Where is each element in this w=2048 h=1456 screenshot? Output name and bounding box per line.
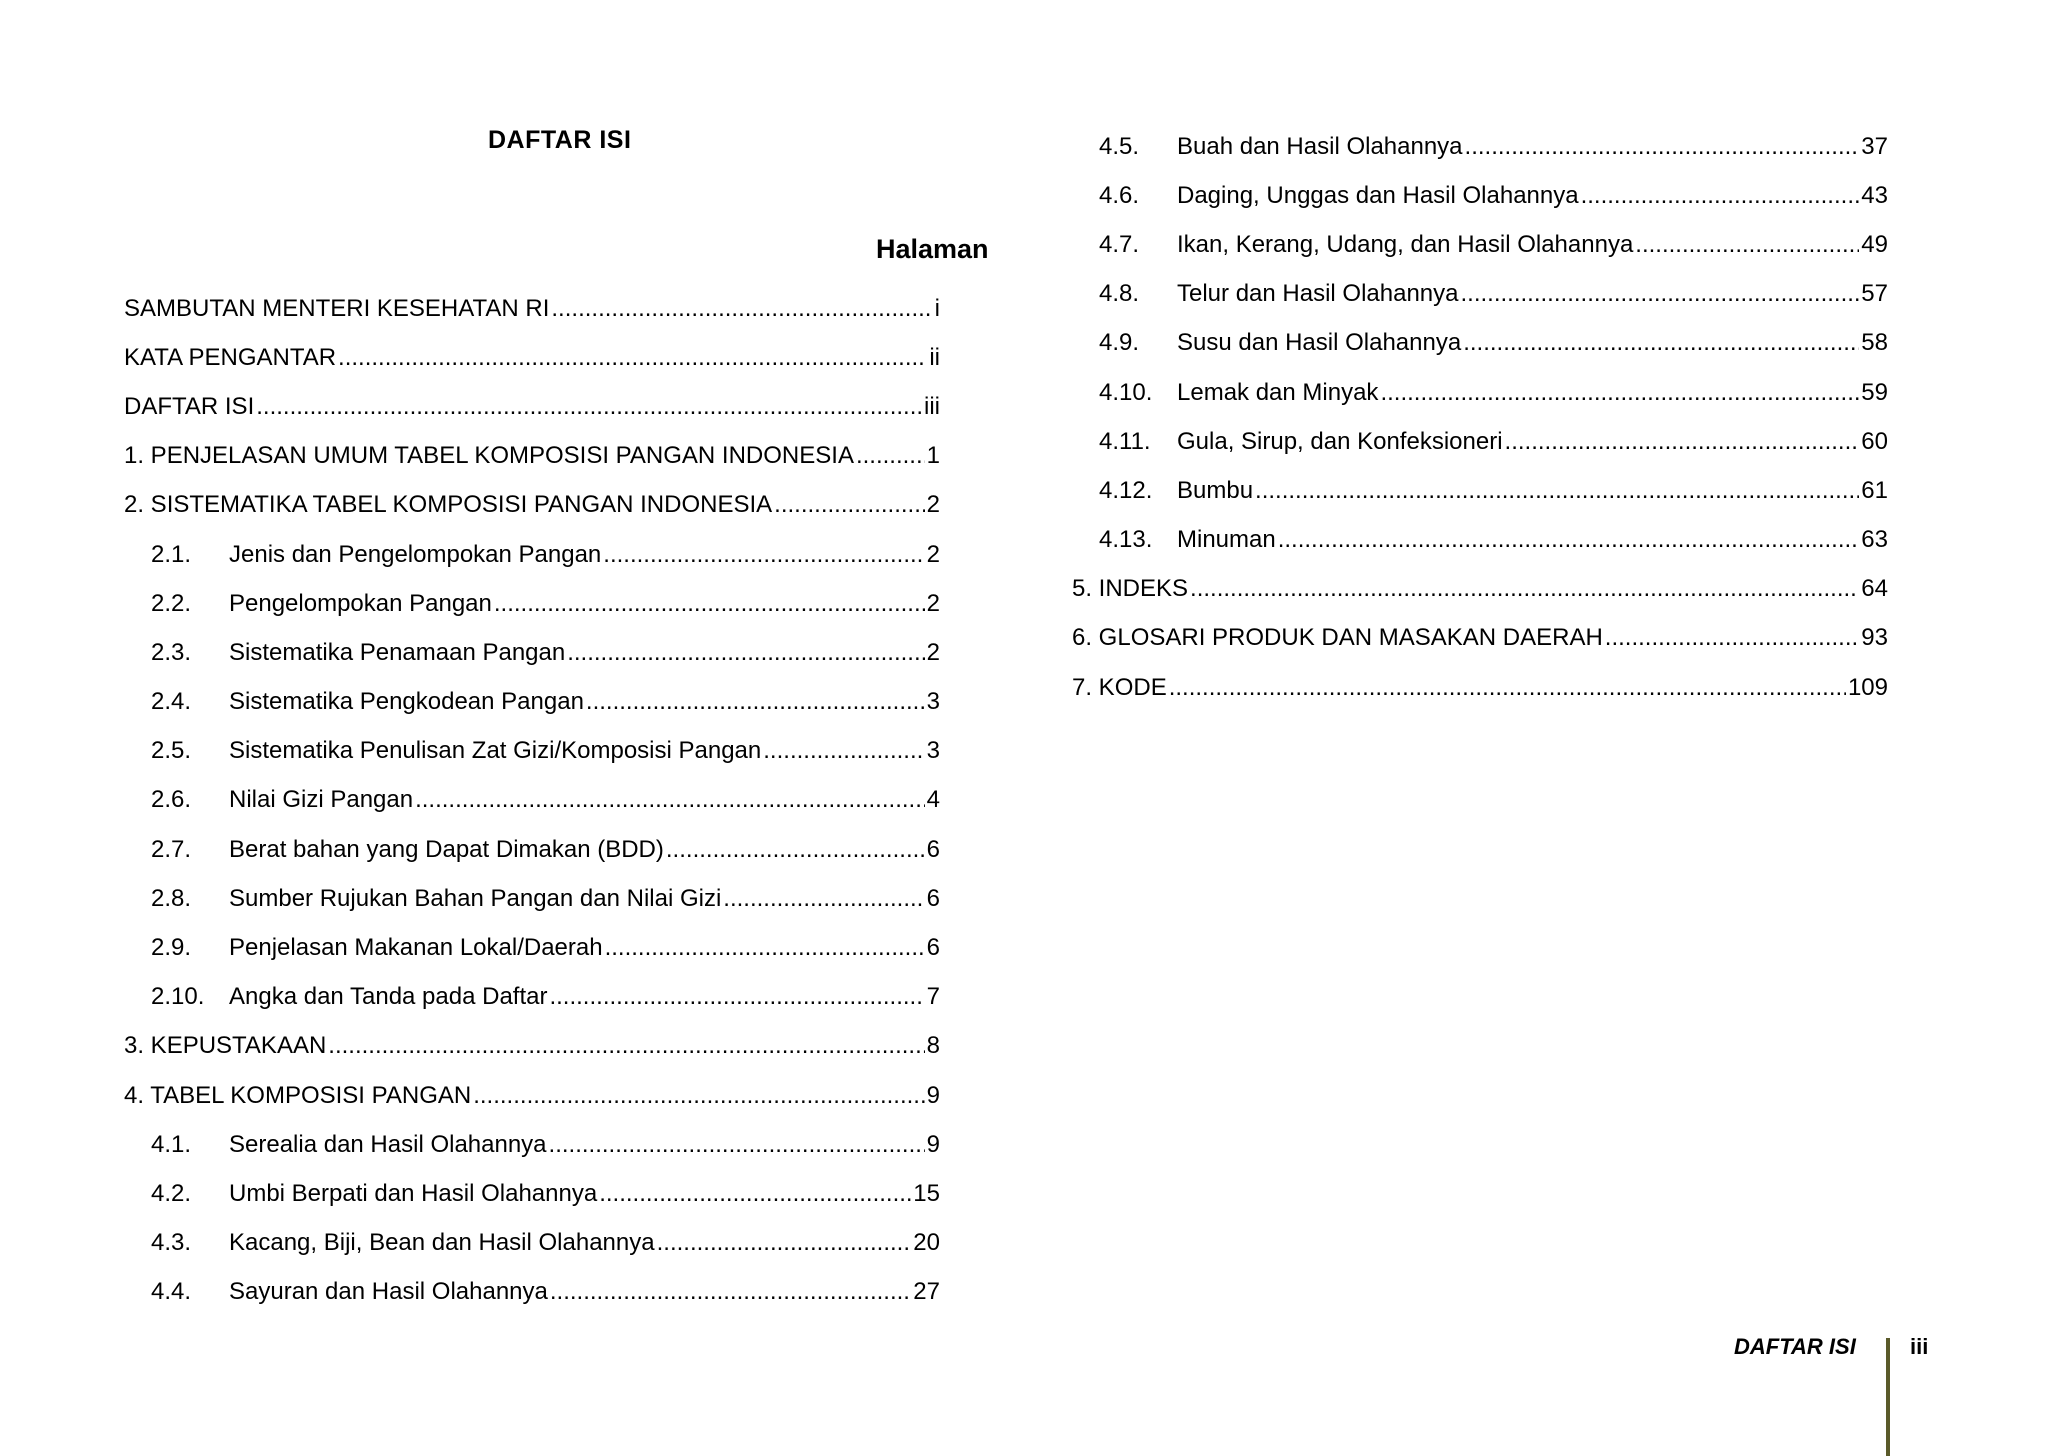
toc-entry-label: Jenis dan Pengelompokan Pangan <box>229 540 602 568</box>
toc-dot-leader <box>599 1180 911 1208</box>
toc-entry[interactable] <box>124 481 940 530</box>
toc-dot-leader <box>1465 133 1860 161</box>
page-column-label: Halaman <box>876 234 989 264</box>
toc-entry[interactable] <box>1072 417 1888 466</box>
toc-dot-leader <box>1581 182 1860 210</box>
toc-entry-page: 49 <box>1861 230 1888 258</box>
toc-entry-label: Sumber Rujukan Bahan Pangan dan Nilai Gizi <box>229 884 722 912</box>
toc-entry-page: 9 <box>926 1130 940 1158</box>
toc-entry-label: DAFTAR ISI <box>124 392 255 420</box>
toc-entry-number: 4.11. <box>1099 427 1151 455</box>
toc-dot-leader <box>1190 575 1859 603</box>
toc-entry-number: 4.6. <box>1099 181 1140 209</box>
toc-entry[interactable] <box>124 1022 940 1071</box>
toc-entry[interactable] <box>124 432 940 481</box>
page-title: DAFTAR ISI <box>488 126 632 154</box>
toc-entry-page: 2 <box>926 540 940 568</box>
toc-entry-page: i <box>934 294 940 322</box>
toc-dot-leader <box>1380 379 1859 407</box>
toc-entry[interactable] <box>124 1219 940 1268</box>
toc-entry-page: 6 <box>926 934 940 962</box>
toc-entry-page: 60 <box>1861 427 1888 455</box>
toc-entry-number: 2.1. <box>151 540 192 568</box>
toc-entry-label: Daging, Unggas dan Hasil Olahannya <box>1177 181 1579 209</box>
toc-dot-leader <box>550 1278 911 1306</box>
toc-entry-label: 4. TABEL KOMPOSISI PANGAN <box>124 1081 472 1109</box>
toc-entry-page: ii <box>929 343 940 371</box>
toc-right-column <box>1072 122 1888 712</box>
toc-entry[interactable] <box>1072 270 1888 319</box>
toc-entry[interactable] <box>124 727 940 776</box>
toc-entry-number: 2.9. <box>151 934 192 962</box>
toc-entry[interactable] <box>124 973 940 1022</box>
toc-entry-label: Sistematika Pengkodean Pangan <box>229 688 584 716</box>
toc-entry-page: 109 <box>1847 673 1888 701</box>
toc-dot-leader <box>1505 428 1860 456</box>
toc-dot-leader <box>473 1082 924 1110</box>
toc-entry[interactable] <box>124 776 940 825</box>
toc-entry[interactable] <box>124 333 940 382</box>
toc-dot-leader <box>723 885 924 913</box>
toc-entry-label: Nilai Gizi Pangan <box>229 786 414 814</box>
toc-dot-leader <box>1635 231 1859 259</box>
toc-entry-label: Berat bahan yang Dapat Dimakan (BDD) <box>229 835 664 863</box>
toc-entry-number: 4.9. <box>1099 329 1140 357</box>
toc-dot-leader <box>551 295 932 323</box>
toc-entry-number: 4.4. <box>151 1278 192 1306</box>
toc-dot-leader <box>1255 477 1859 505</box>
toc-entry-number: 2.8. <box>151 884 192 912</box>
toc-dot-leader <box>586 688 925 716</box>
toc-entry[interactable] <box>124 382 940 431</box>
toc-entry-label: Gula, Sirup, dan Konfeksioneri <box>1177 427 1503 455</box>
toc-entry-label: Sistematika Penamaan Pangan <box>229 638 566 666</box>
toc-entry-page: 93 <box>1861 624 1888 652</box>
toc-entry-page: 43 <box>1861 181 1888 209</box>
toc-dot-leader <box>549 1131 925 1159</box>
toc-entry-label: Lemak dan Minyak <box>1177 378 1379 406</box>
toc-entry-page: 2 <box>926 589 940 617</box>
toc-entry-label: Angka dan Tanda pada Daftar <box>229 983 548 1011</box>
toc-entry-page: 9 <box>926 1081 940 1109</box>
toc-entry[interactable] <box>124 530 940 579</box>
toc-entry-number: 4.10. <box>1099 378 1153 406</box>
toc-dot-leader <box>1605 624 1860 652</box>
toc-dot-leader <box>415 786 925 814</box>
toc-entry-number: 2.5. <box>151 737 192 765</box>
toc-dot-leader <box>494 590 925 618</box>
toc-dot-leader <box>1169 674 1846 702</box>
toc-entry[interactable] <box>124 628 940 677</box>
toc-entry-number: 4.12. <box>1099 476 1153 504</box>
toc-entry[interactable] <box>1072 466 1888 515</box>
toc-entry-label: Pengelompokan Pangan <box>229 589 492 617</box>
toc-entry-page: 4 <box>926 786 940 814</box>
toc-entry[interactable] <box>124 678 940 727</box>
toc-entry-page: 20 <box>913 1229 940 1257</box>
toc-entry-label: Ikan, Kerang, Udang, dan Hasil Olahannya <box>1177 230 1634 258</box>
toc-dot-leader <box>666 836 925 864</box>
toc-entry-page: 7 <box>926 983 940 1011</box>
toc-entry-page: 15 <box>913 1179 940 1207</box>
toc-dot-leader <box>567 639 924 667</box>
toc-entry-label: 5. INDEKS <box>1072 575 1189 603</box>
toc-entry-number: 4.1. <box>151 1130 192 1158</box>
toc-left-column <box>124 284 940 1317</box>
toc-entry-number: 2.4. <box>151 688 192 716</box>
toc-entry-label: SAMBUTAN MENTERI KESEHATAN RI <box>124 294 550 322</box>
toc-entry-label: Telur dan Hasil Olahannya <box>1177 280 1459 308</box>
toc-entry-label: Serealia dan Hasil Olahannya <box>229 1130 547 1158</box>
toc-entry-number: 4.7. <box>1099 230 1140 258</box>
toc-entry-page: 6 <box>926 884 940 912</box>
footer-divider <box>1886 1338 1890 1456</box>
toc-entry[interactable] <box>1072 319 1888 368</box>
toc-entry-label: Sayuran dan Hasil Olahannya <box>229 1278 548 1306</box>
toc-entry[interactable] <box>1072 663 1888 712</box>
toc-entry[interactable] <box>124 1071 940 1120</box>
toc-entry-page: 2 <box>926 638 940 666</box>
toc-entry-page: 59 <box>1861 378 1888 406</box>
toc-entry-label: 3. KEPUSTAKAAN <box>124 1032 327 1060</box>
toc-entry[interactable] <box>1072 122 1888 171</box>
toc-entry-number: 2.3. <box>151 638 192 666</box>
toc-entry-page: 61 <box>1861 476 1888 504</box>
toc-dot-leader <box>256 393 922 421</box>
footer-page-number: iii <box>1910 1334 1929 1359</box>
toc-entry-label: 1. PENJELASAN UMUM TABEL KOMPOSISI PANGAN INDONESIA <box>124 442 854 470</box>
toc-entry-label: Sistematika Penulisan Zat Gizi/Komposisi Pangan <box>229 737 762 765</box>
toc-entry-label: Minuman <box>1177 526 1276 554</box>
toc-entry-label: 7. KODE <box>1072 673 1167 701</box>
toc-entry-number: 2.7. <box>151 835 192 863</box>
toc-entry-number: 4.13. <box>1099 526 1153 554</box>
toc-entry-label: Umbi Berpati dan Hasil Olahannya <box>229 1179 598 1207</box>
toc-entry[interactable] <box>124 579 940 628</box>
toc-dot-leader <box>1461 280 1860 308</box>
toc-dot-leader <box>338 344 927 372</box>
toc-entry-page: 58 <box>1861 329 1888 357</box>
toc-entry-label: 6. GLOSARI PRODUK DAN MASAKAN DAERAH <box>1072 624 1603 652</box>
toc-entry-page: 57 <box>1861 280 1888 308</box>
toc-entry[interactable] <box>1072 368 1888 417</box>
toc-entry-number: 4.2. <box>151 1179 192 1207</box>
toc-entry-number: 4.3. <box>151 1229 192 1257</box>
toc-dot-leader <box>549 983 924 1011</box>
toc-entry-label: 2. SISTEMATIKA TABEL KOMPOSISI PANGAN INDONESIA <box>124 491 773 519</box>
toc-entry-label: KATA PENGANTAR <box>124 343 337 371</box>
toc-dot-leader <box>856 442 925 470</box>
toc-entry-page: iii <box>924 392 940 420</box>
toc-entry[interactable] <box>124 1169 940 1218</box>
toc-entry[interactable] <box>124 923 940 972</box>
toc-entry-number: 2.6. <box>151 786 192 814</box>
toc-entry-page: 64 <box>1861 575 1888 603</box>
toc-entry[interactable] <box>124 874 940 923</box>
toc-dot-leader <box>328 1032 924 1060</box>
toc-entry[interactable] <box>1072 220 1888 269</box>
toc-dot-leader <box>763 737 924 765</box>
toc-entry[interactable] <box>1072 565 1888 614</box>
toc-entry-page: 3 <box>926 737 940 765</box>
toc-entry-number: 4.5. <box>1099 132 1140 160</box>
toc-dot-leader <box>605 934 925 962</box>
toc-entry-page: 27 <box>913 1278 940 1306</box>
toc-entry-label: Buah dan Hasil Olahannya <box>1177 132 1463 160</box>
toc-dot-leader <box>657 1229 912 1257</box>
toc-entry-number: 4.8. <box>1099 280 1140 308</box>
toc-entry[interactable] <box>124 1268 940 1317</box>
toc-dot-leader <box>603 541 924 569</box>
toc-entry-label: Penjelasan Makanan Lokal/Daerah <box>229 934 603 962</box>
toc-entry[interactable] <box>1072 171 1888 220</box>
toc-entry-page: 63 <box>1861 526 1888 554</box>
toc-entry-label: Bumbu <box>1177 476 1254 504</box>
toc-entry-label: Kacang, Biji, Bean dan Hasil Olahannya <box>229 1229 655 1257</box>
toc-entry-page: 3 <box>926 688 940 716</box>
toc-entry[interactable] <box>124 825 940 874</box>
toc-dot-leader <box>774 491 924 519</box>
toc-entry[interactable] <box>124 284 940 333</box>
toc-entry-page: 2 <box>926 491 940 519</box>
toc-entry-page: 1 <box>926 442 940 470</box>
toc-entry[interactable] <box>124 1120 940 1169</box>
toc-entry[interactable] <box>1072 516 1888 565</box>
toc-entry-label: Susu dan Hasil Olahannya <box>1177 329 1462 357</box>
toc-entry-number: 2.2. <box>151 589 192 617</box>
toc-dot-leader <box>1278 526 1860 554</box>
toc-entry-page: 8 <box>926 1032 940 1060</box>
toc-dot-leader <box>1463 329 1859 357</box>
toc-entry-page: 37 <box>1861 132 1888 160</box>
toc-entry-page: 6 <box>926 835 940 863</box>
footer-label: DAFTAR ISI <box>1734 1334 1856 1359</box>
toc-entry-number: 2.10. <box>151 983 205 1011</box>
toc-entry[interactable] <box>1072 614 1888 663</box>
